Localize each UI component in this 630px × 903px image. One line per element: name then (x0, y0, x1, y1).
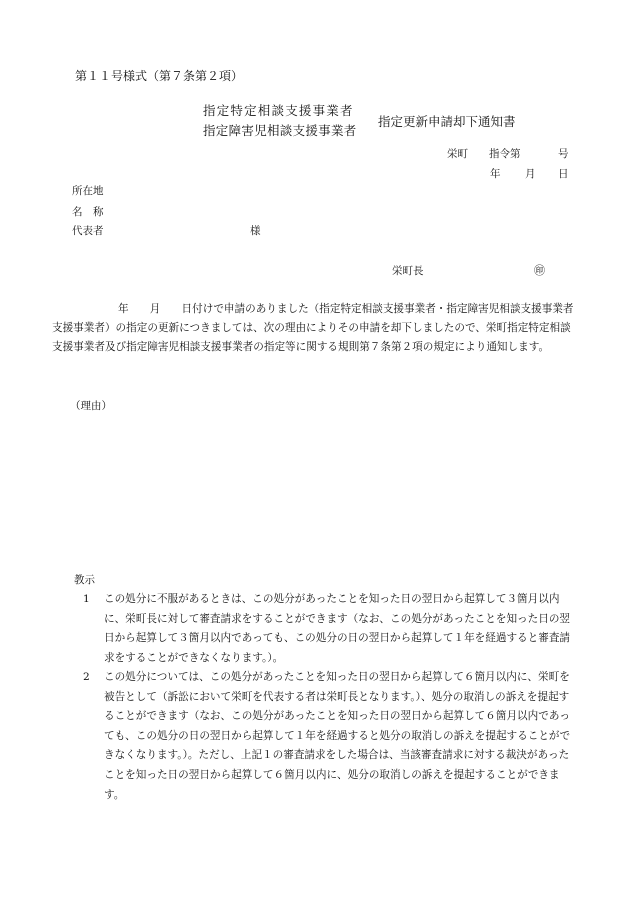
representative-label: 代表者 (72, 225, 104, 237)
instruction-item-number: 1 (83, 593, 90, 605)
honorific: 様 (250, 225, 261, 237)
seal-mark: ㊞ (534, 264, 545, 277)
form-number: 第１１号様式（第７条第２項） (75, 69, 244, 83)
reason-label: （理由） (70, 400, 112, 412)
instruction-item (83, 590, 575, 668)
date-month-label: 月 (525, 168, 536, 180)
name-label: 名 称 (72, 206, 104, 218)
reference-number-label: 号 (558, 148, 569, 160)
sender-title: 栄町長 (392, 265, 424, 277)
notice-body: 年 月 日付けで申請のありました（指定特定相談支援事業者・指定障害児相談支援事業者支援事業者）の指定の更新につきましては、次の理由によりその申請を却下しましたので、栄町指定特定相談支援事業者及び指定障害児相談支援事業者の指定等に関する規則第７条第２項の規定により通知します。 (52, 303, 574, 354)
reference-code: 指令第 (489, 148, 521, 160)
title-suffix: 指定更新申請却下通知書 (378, 114, 516, 129)
instruction-item-text: この処分に不服があるときは、この処分があったことを知った日の翌日から起算して３箇月以内に、栄町長に対して審査請求をすることができます（なお、この処分があったことを知った日の翌日から起算して３箇月以内であっても、この処分の日の翌日から起算して１年を経過すると審査請求をすることができなくなります。）。 (104, 593, 571, 664)
title-line-2: 指定障害児相談支援事業者 (203, 123, 357, 138)
title-line-1: 指定特定相談支援事業者 (203, 103, 354, 118)
date-day-label: 日 (558, 168, 569, 180)
date-year-label: 年 (490, 168, 501, 180)
instruction-heading: 教示 (74, 574, 95, 586)
address-label: 所在地 (72, 185, 104, 197)
instruction-item-number: 2 (83, 671, 90, 683)
instruction-item (83, 668, 575, 805)
instruction-item-text: この処分については、この処分があったことを知った日の翌日から起算して６箇月以内に、栄町を被告として（訴訟において栄町を代表する者は栄町長となります。）、処分の取消しの訴えを提起することができます（なお、この処分があったことを知った日の翌日から起算して６箇月以内であっても、この処分の日の翌日から起算して１年を経過すると処分の取消しの訴えを提起することができなくなります。）。ただし、上記１の審査請求をした場合は、当該審査請求に対する裁決があったことを知った日の翌日から起算して６箇月以内に、処分の取消しの訴えを提起することができます。 (104, 671, 571, 801)
reference-city: 栄町 (447, 148, 468, 160)
